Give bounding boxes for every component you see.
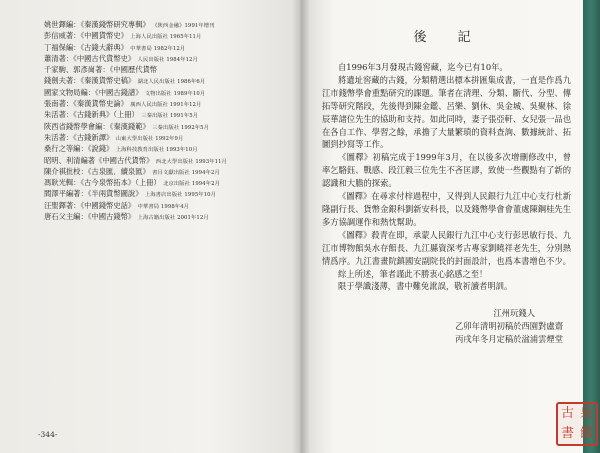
reference-item: [44, 76, 300, 87]
reference-title: 唐石父主編：《中國古錢幣》: [44, 212, 136, 222]
reference-publisher: 三秦出版社 1991年5月: [141, 113, 199, 120]
reference-publisher: 西北大學出版社 1993年11月: [155, 158, 227, 165]
reference-title: 閻澤平編著：《半兩貨幣圖說》: [44, 189, 143, 199]
reference-title: 千家駒、郭彥崗著：《中國歷代貨幣: [44, 65, 158, 75]
signature-draft-date: 乙卯年清明初稿於西園對盧齋: [455, 321, 563, 332]
reference-publisher: 中華書局 1982年12月: [130, 45, 186, 52]
reference-title: 張南著：《秦漢貨幣史論》: [44, 99, 128, 109]
reference-item: [44, 212, 300, 223]
red-seal-stamp: [556, 402, 598, 446]
seal-char: 書: [560, 426, 574, 441]
reference-title: 蕭清著：《中國古代貨幣史》: [44, 53, 136, 63]
afterword-title: 後 記: [413, 30, 480, 45]
reference-publisher: 三秦出版社 1992年5月: [152, 124, 210, 131]
seal-char: 館: [579, 426, 593, 441]
reference-title: 錢劍夫著：《秦漢貨幣史稿》: [44, 76, 136, 86]
cover-edge: [583, 0, 600, 453]
reference-item: [44, 110, 300, 121]
reference-title: 桑行之等編：《說錢》: [44, 144, 114, 154]
reference-title: 朱活著：《古錢新譚》: [44, 132, 114, 142]
afterword-paragraph: 《圖釋》在尋求付梓過程中，又得到人民銀行九江中心支行杜新隆副行長、貨幣金銀科劉新安科長，以及錢幣學會會董處陳鋼桂先生多方協調運作和熱忱幫助。: [322, 191, 571, 227]
reference-item: [44, 20, 300, 31]
reference-item: [44, 54, 300, 65]
reference-item: [44, 31, 300, 42]
reference-publisher: 北京出版社 1994年2月: [163, 181, 220, 188]
reference-publisher: 上海人民出版社 1965年11月: [130, 34, 202, 41]
reference-item: [44, 43, 300, 54]
reference-title: 國家文物局編：《中國古錢譜》: [44, 87, 143, 97]
signature-final-date: 丙戌年冬月定稿於湓浦雲煙堂: [455, 334, 563, 345]
afterword-paragraph: 自1996年3月發現古錢窖藏，迄今已有10年。: [338, 62, 508, 72]
reference-publisher: 人民出版社 1984年12月: [137, 56, 198, 63]
reference-publisher: 廣西人民出版社 1991年12月: [130, 102, 202, 109]
afterword-paragraph: 將遺址窖藏的古錢，分類精選出標本拼匯集成書，一直是作爲九江市錢幣學會重點研究的課題。筆者在清理、分類、斷代、分型、傳拓等研究階段，先後得到陳金鑑、呂樂、劉休、吳金城、吳聚林、徐辰華諸位先生的協助和支持。如此同時，妻子張亞軒、女兒張一品也在各自工作、學習之餘，承擔了大量繁瑣的資料查詢、數據統計、拓圖到抄寫等工作。: [322, 74, 571, 150]
reference-item: [44, 189, 300, 200]
reference-item: [44, 65, 300, 76]
reference-publisher: 山東大學出版社 1992年9月: [115, 135, 184, 142]
reference-title: 丁福保編：《古錢大辭典》: [44, 42, 128, 52]
reference-list: [44, 20, 300, 223]
reference-publisher: 上海書店出版社 1995年10月: [144, 192, 217, 199]
reference-item: [44, 122, 300, 133]
signature-author: 江州玩錢人: [493, 308, 535, 319]
reference-publisher: 書目文獻出版社 1994年2月: [152, 169, 220, 176]
reference-item: [44, 88, 300, 99]
afterword-body: [322, 61, 571, 293]
reference-publisher: 上海科技教育出版社 1993年10月: [115, 147, 198, 154]
afterword-paragraph: 綜上所述，筆者謹此不勝衷心銘感之至！: [338, 268, 488, 279]
afterword-paragraph: 限于學識淺薄，書中難免訛誤，敬祈讀者明訓。: [338, 281, 513, 292]
reference-publisher: 上海古籍出版社 2001年12月: [137, 215, 209, 222]
afterword-paragraph: 《圖釋》殺青在即，承蒙人民銀行九江中心支行彭思敏行長、九江市博物館吳水存館長、九江縣資深考古專家劉曉祥老先生，分別熱情爲序。九江書畫院鎮國安副院長的封面設計，也爲本書增色不少。: [322, 229, 571, 266]
reference-title: 陳介祺批校：《古泉匯．續泉匯》: [44, 166, 150, 176]
reference-publisher: 《陝西金融》1991年增刊: [152, 23, 215, 29]
reference-item: [44, 144, 300, 155]
reference-publisher: 中華書局 1998年4月: [137, 203, 190, 210]
reference-title: 彭信威著：《中國貨幣史》: [44, 31, 128, 41]
reference-item: [44, 167, 300, 178]
reference-publisher: 湖北人民出版社 1986年6月: [137, 79, 206, 86]
reference-title: 昭明、利清編著《中國古代貨幣》: [44, 155, 154, 165]
reference-title: 朱活著：《古錢新典》（上冊）: [44, 110, 139, 120]
reference-item: [44, 99, 300, 110]
reference-item: [44, 178, 300, 189]
afterword-paragraph: 《圖釋》初稿完成于1999年3月，在以後多次增刪修改中，曾率乞駱鈺、戰感、段江毅三位先生不吝匡謬，致使一些觀點有了新的認識和大膽的探索。: [322, 152, 571, 189]
reference-title: 姚世鐸編：《秦漢錢幣研究專輯》: [44, 20, 150, 29]
seal-char: 古: [560, 406, 574, 421]
right-page: [300, 0, 583, 453]
seal-char: 泉: [579, 406, 593, 421]
reference-item: [44, 201, 300, 212]
page-number: -344-: [38, 430, 58, 439]
reference-item: [44, 156, 300, 167]
reference-title: 陝西省錢幣學會編：《秦漢錢範》: [44, 121, 150, 131]
reference-title: 馮耿光輯：《古今泉幣拓本》（上冊）: [44, 178, 161, 188]
reference-title: 汪聖鐸著：《中國錢幣史話》: [44, 200, 136, 210]
reference-publisher: 文物出版社 1989年10月: [144, 90, 206, 97]
reference-item: [44, 133, 300, 144]
